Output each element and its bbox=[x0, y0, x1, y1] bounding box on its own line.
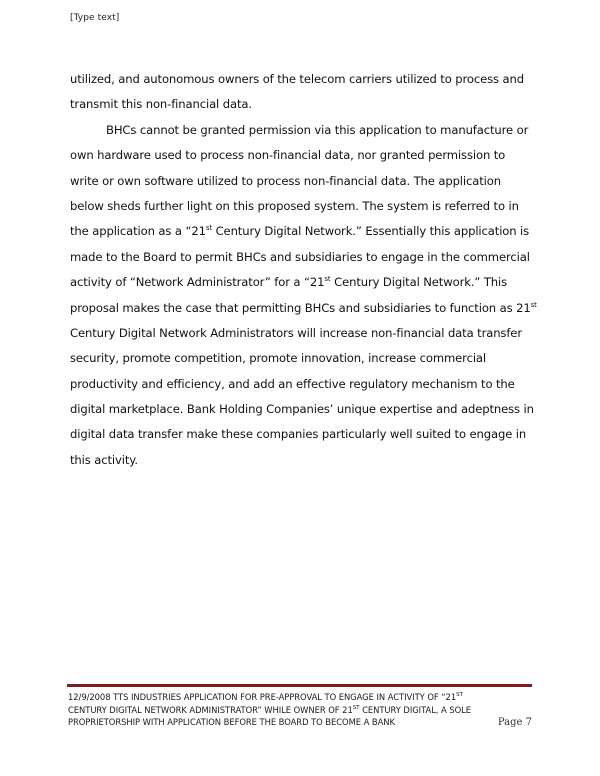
superscript: ST bbox=[352, 704, 360, 711]
text-line: this activity. bbox=[70, 452, 138, 467]
superscript: st bbox=[324, 275, 331, 284]
text-span: activity of “Network Administrator” for a “21 bbox=[70, 275, 325, 290]
footer-line bbox=[68, 691, 538, 704]
page-number: Page 7 bbox=[497, 717, 532, 728]
text-line: BHCs cannot be granted permission via this application to manufacture or bbox=[106, 122, 529, 137]
superscript: st bbox=[530, 300, 537, 309]
text-span: Century Digital Network.” This bbox=[330, 275, 508, 290]
text-span: Century Digital Network.” Essentially this application is bbox=[212, 224, 530, 239]
paragraph-1 bbox=[70, 67, 532, 118]
page-header: [Type text] bbox=[70, 13, 120, 23]
text-line: write or own software utilized to process non-financial data. The application bbox=[70, 173, 501, 188]
text-span: CENTURY DIGITAL, A SOLE bbox=[359, 704, 471, 715]
text-line: utilized, and autonomous owners of the telecom carriers utilized to process and bbox=[70, 72, 524, 86]
text-span: CENTURY DIGITAL NETWORK ADMINISTRATOR” WHILE OWNER OF 21 bbox=[68, 704, 353, 715]
text-line: digital marketplace. Bank Holding Companies’ unique expertise and adeptness in bbox=[70, 402, 534, 417]
text-line: productivity and efficiency, and add an effective regulatory mechanism to the bbox=[70, 376, 515, 391]
text-line: own hardware used to process non-financial data, nor granted permission to bbox=[70, 148, 506, 163]
text-span: proposal makes the case that permitting BHCs and subsidiaries to function as 21 bbox=[70, 300, 531, 315]
superscript: ST bbox=[456, 692, 463, 698]
text-line bbox=[70, 219, 532, 244]
text-line bbox=[70, 270, 532, 295]
superscript: st bbox=[205, 224, 213, 233]
paragraph-2 bbox=[70, 118, 537, 473]
text-line: made to the Board to permit BHCs and subsidiaries to engage in the commercial bbox=[70, 249, 530, 264]
text-line bbox=[70, 296, 537, 321]
text-span: the application as a “21 bbox=[70, 224, 206, 239]
text-line: below sheds further light on this proposed system. The system is referred to in bbox=[70, 198, 519, 213]
footer-line bbox=[68, 704, 538, 717]
footer-line: PROPRIETORSHIP WITH APPLICATION BEFORE THE BOARD TO BECOME A BANK bbox=[68, 717, 395, 728]
text-line: Century Digital Network Administrators will increase non-financial data transfer bbox=[70, 325, 522, 340]
footer-rule bbox=[67, 684, 532, 687]
text-line: security, promote competition, promote innovation, increase commercial bbox=[70, 351, 487, 366]
text-span: 12/9/2008 TTS INDUSTRIES APPLICATION FOR PRE-APPROVAL TO ENGAGE IN ACTIVITY OF “21 bbox=[68, 692, 457, 702]
text-line: transmit this non-financial data. bbox=[70, 97, 252, 112]
page-footer bbox=[68, 691, 538, 729]
body-text bbox=[70, 67, 537, 473]
text-line: digital data transfer make these companies particularly well suited to engage in bbox=[70, 427, 527, 442]
